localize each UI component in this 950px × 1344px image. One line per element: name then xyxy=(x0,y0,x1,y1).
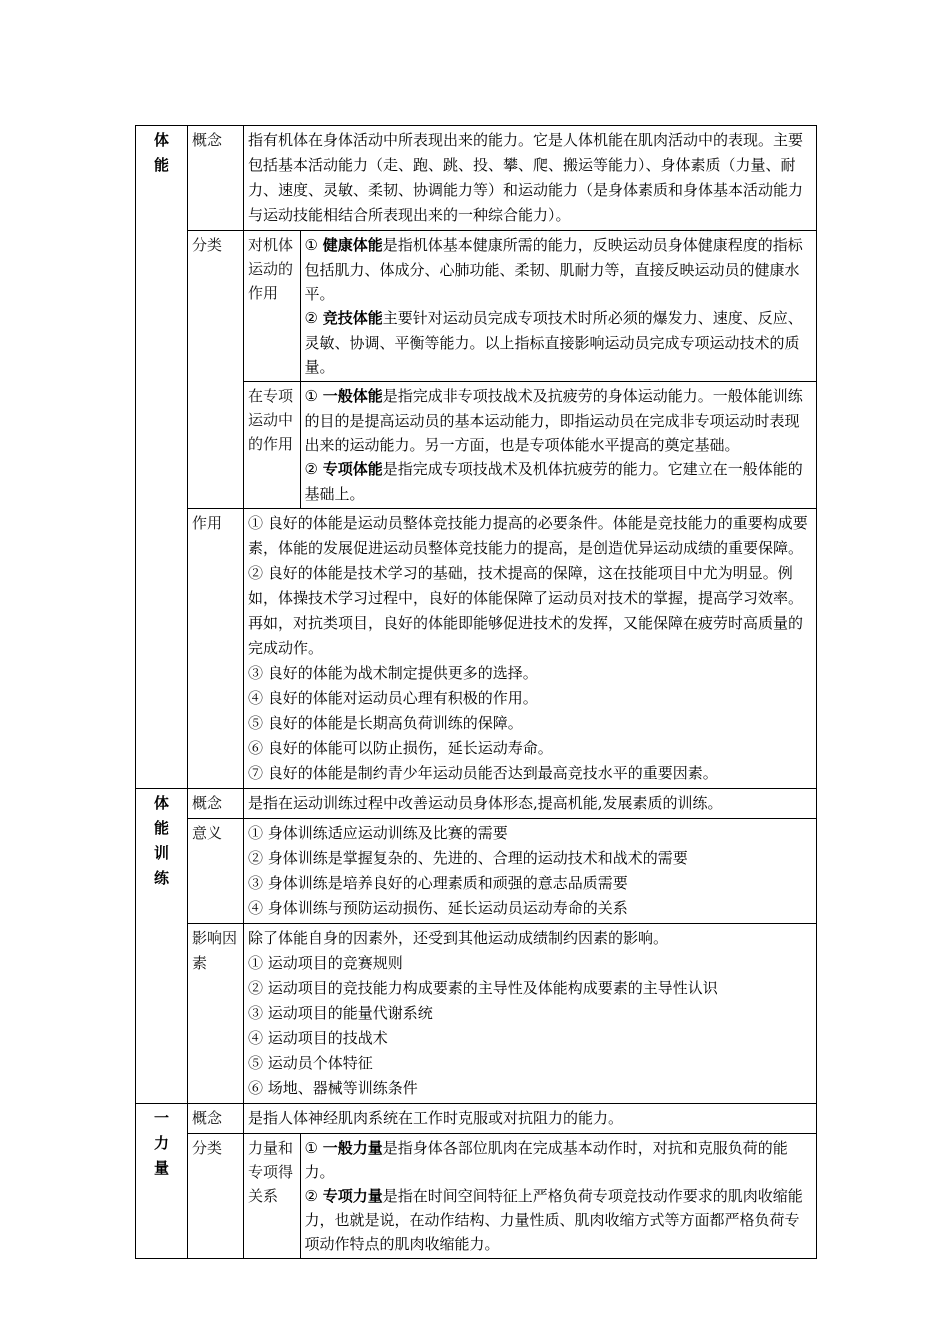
list-item: ① 身体训练适应运动训练及比赛的需要 xyxy=(248,824,508,842)
list-item: ③ 运动项目的能量代谢系统 xyxy=(248,1004,433,1022)
list-item: ① 健康体能是指机体基本健康所需的能力，反映运动员身体健康程度的指标包括肌力、体成分、心肺功能、柔韧、肌耐力等，直接反映运动员的健康水平。 xyxy=(304,236,803,303)
title-char: 力 xyxy=(153,1134,169,1152)
classification-label: 分类 xyxy=(188,1134,244,1259)
list-item: ② 竞技体能主要针对运动员完成专项技术时所必须的爆发力、速度、反应、灵敏、协调、平衡等能力。以上指标直接影响运动员完成专项运动技术的质量。 xyxy=(304,309,803,376)
concept-text: 是指在运动训练过程中改善运动员身体形态,提高机能,发展素质的训练。 xyxy=(244,789,817,819)
list-item: ① 一般力量是指身体各部位肌肉在完成基本动作时，对抗和克服负荷的能力。 xyxy=(304,1139,788,1181)
title-char: 能 xyxy=(153,156,169,174)
knowledge-table xyxy=(135,125,817,1259)
factor-items xyxy=(244,924,817,1104)
concept-text: 指有机体在身体活动中所表现出来的能力。它是人体机能在肌肉活动中的表现。主要包括基本活动能力（走、跑、跳、投、攀、爬、搬运等能力）、身体素质（力量、耐力、速度、灵敏、柔韧、协调能力等）和运动能力（是身体素质和身体基本活动能力与运动技能相结合所表现出来的一种综合能力）。 xyxy=(244,126,817,231)
section-title-fitness-training xyxy=(136,789,188,1104)
strength-items xyxy=(300,1134,816,1258)
body-effect-items xyxy=(300,231,816,382)
classification-cell xyxy=(244,231,817,509)
factor-label: 影响因素 xyxy=(188,924,244,1104)
classification-label: 分类 xyxy=(188,231,244,509)
title-char: 量 xyxy=(153,1159,169,1177)
list-item: ② 专项力量是指在时间空间特征上严格负荷专项竞技动作要求的肌肉收缩能力，也就是说，在动作结构、力量性质、肌肉收缩方式等方面都严格负荷专项动作特点的肌肉收缩能力。 xyxy=(304,1187,803,1253)
title-char: 一 xyxy=(153,1109,169,1127)
list-item: ⑤ 运动员个体特征 xyxy=(248,1054,373,1072)
list-item: ② 良好的体能是技术学习的基础，技术提高的保障，这在技能项目中尤为明显。例如，体操技术学习过程中，良好的体能保障了运动员对技术的掌握，提高学习效率。再如，对抗类项目，良好的体能即能够促进技术的发挥，又能保障在疲劳时高质量的完成动作。 xyxy=(248,564,804,657)
section-title-physical-fitness xyxy=(136,126,188,789)
concept-label: 概念 xyxy=(188,126,244,231)
list-item: ① 良好的体能是运动员整体竞技能力提高的必要条件。体能是竞技能力的重要构成要素，体能的发展促进运动员整体竞技能力的提高，是创造优异运动成绩的重要保障。 xyxy=(248,514,808,557)
section-title-strength xyxy=(136,1104,188,1259)
meaning-items xyxy=(244,819,817,924)
title-char: 能 xyxy=(153,819,169,837)
list-item: ④ 身体训练与预防运动损伤、延长运动员运动寿命的关系 xyxy=(248,899,628,917)
list-item: ④ 运动项目的技战术 xyxy=(248,1029,388,1047)
concept-label: 概念 xyxy=(188,789,244,819)
list-item: ② 专项体能是指完成专项技战术及机体抗疲劳的能力。它建立在一般体能的基础上。 xyxy=(304,460,803,503)
list-item: ② 身体训练是掌握复杂的、先进的、合理的运动技术和战术的需要 xyxy=(248,849,688,867)
list-item: ① 运动项目的竞赛规则 xyxy=(248,954,403,972)
title-char: 训 xyxy=(153,844,169,862)
list-item: ③ 身体训练是培养良好的心理素质和顽强的意志品质需要 xyxy=(248,874,628,892)
list-item: ⑥ 场地、器械等训练条件 xyxy=(248,1079,418,1097)
classification-cell xyxy=(244,1134,817,1259)
classification-subtable xyxy=(244,1134,816,1258)
special-effect-items xyxy=(300,382,816,509)
title-char: 体 xyxy=(153,131,169,149)
list-item: ④ 良好的体能对运动员心理有积极的作用。 xyxy=(248,689,538,707)
effect-items xyxy=(244,509,817,789)
list-item: ⑦ 良好的体能是制约青少年运动员能否达到最高竞技水平的重要因素。 xyxy=(248,764,718,782)
concept-label: 概念 xyxy=(188,1104,244,1134)
title-char: 练 xyxy=(153,869,169,887)
effect-label: 作用 xyxy=(188,509,244,789)
list-item: ① 一般体能是指完成非专项技战术及抗疲劳的身体运动能力。一般体能训练的目的是提高运动员的基本运动能力，即指运动员在完成非专项运动时表现出来的运动能力。另一方面，也是专项体能水平提高的奠定基础。 xyxy=(304,387,803,454)
list-item: ⑤ 良好的体能是长期高负荷训练的保障。 xyxy=(248,714,523,732)
meaning-label: 意义 xyxy=(188,819,244,924)
sub-label-body-effect: 对机体运动的作用 xyxy=(244,231,300,382)
list-item: 除了体能自身的因素外，还受到其他运动成绩制约因素的影响。 xyxy=(248,929,669,947)
title-char: 体 xyxy=(153,794,169,812)
sub-label-special-relation: 力量和专项得关系 xyxy=(244,1134,300,1258)
sub-label-special-effect: 在专项运动中的作用 xyxy=(244,382,300,509)
classification-subtable xyxy=(244,231,816,508)
list-item: ② 运动项目的竞技能力构成要素的主导性及体能构成要素的主导性认识 xyxy=(248,979,718,997)
concept-text: 是指人体神经肌肉系统在工作时克服或对抗阻力的能力。 xyxy=(244,1104,817,1134)
list-item: ⑥ 良好的体能可以防止损伤，延长运动寿命。 xyxy=(248,739,553,757)
list-item: ③ 良好的体能为战术制定提供更多的选择。 xyxy=(248,664,538,682)
